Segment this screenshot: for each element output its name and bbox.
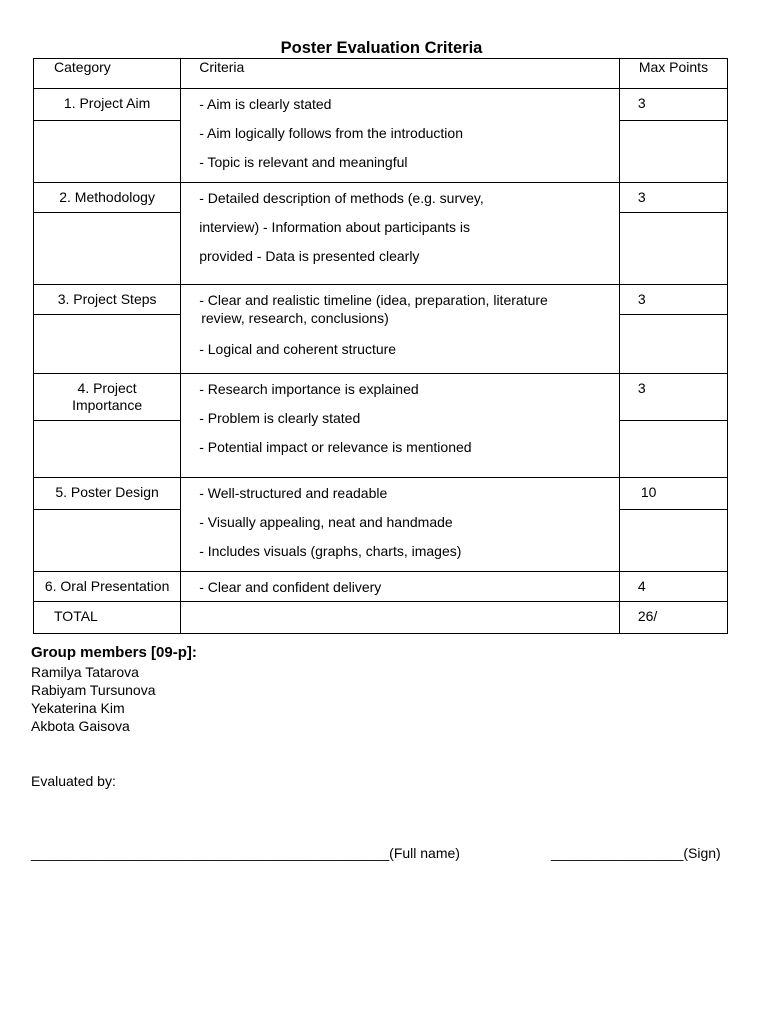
total-label: TOTAL [34,602,181,634]
criteria-cell [181,572,620,602]
criteria-cell [181,285,620,374]
empty-cell [619,213,727,285]
empty-cell [34,120,181,182]
points-cell: 3 [619,89,727,121]
member-name: Rabiyam Tursunova [31,682,156,698]
empty-cell [181,602,620,634]
category-cell: 3. Project Steps [34,285,181,315]
criteria-item: - Clear and realistic timeline (idea, preparation, literature [199,292,548,308]
points-cell: 10 [619,478,727,510]
total-row [34,602,728,634]
criteria-item: - Well-structured and readable [199,485,388,501]
evaluated-by-label: Evaluated by: [31,773,116,789]
category-line: 4. Project [77,380,137,396]
criteria-item: - Logical and coherent structure [199,341,397,357]
criteria-item: review, research, conclusions) [201,310,389,326]
criteria-cell [181,374,620,478]
table-row [34,285,728,315]
full-name-line: ______________________________________________(Full name) [31,845,460,861]
page-title: Poster Evaluation Criteria [280,39,483,57]
criteria-item: - Research importance is explained [199,381,419,397]
category-cell: 2. Methodology [34,183,181,213]
points-cell: 3 [619,285,727,315]
table-row [34,478,728,510]
evaluation-table [33,58,728,634]
group-members-heading: Group members [09-p]: [31,644,197,661]
points-cell: 4 [619,572,727,602]
empty-cell [34,315,181,374]
criteria-cell [181,183,620,285]
sign-line: _________________(Sign) [551,845,721,861]
member-name: Yekaterina Kim [31,700,125,716]
category-cell: 1. Project Aim [34,89,181,121]
group-members [31,644,197,735]
points-cell: 3 [619,374,727,421]
table-row [34,89,728,121]
header-criteria: Criteria [181,59,620,89]
total-points: 26/ [619,602,727,634]
category-cell [34,374,181,421]
criteria-item: - Includes visuals (graphs, charts, images) [199,543,462,559]
category-cell: 5. Poster Design [34,478,181,510]
criteria-item: - Topic is relevant and meaningful [199,154,408,170]
criteria-item: - Potential impact or relevance is mentioned [199,439,472,455]
category-cell: 6. Oral Presentation [34,572,181,602]
empty-cell [619,510,727,572]
criteria-item: - Visually appealing, neat and handmade [199,514,453,530]
criteria-item: - Clear and confident delivery [199,579,382,595]
table-row [34,374,728,421]
empty-cell [34,421,181,478]
member-name: Ramilya Tatarova [31,664,139,680]
criteria-cell [181,89,620,183]
criteria-item: - Detailed description of methods (e.g. survey, [199,190,484,206]
criteria-cell [181,478,620,572]
points-cell: 3 [619,183,727,213]
empty-cell [34,510,181,572]
criteria-item: - Problem is clearly stated [199,410,361,426]
category-line: Importance [72,396,143,413]
criteria-item: provided - Data is presented clearly [199,248,420,264]
table-row [34,572,728,602]
criteria-item: - Aim is clearly stated [199,96,332,112]
header-category: Category [34,59,181,89]
empty-cell [619,120,727,182]
empty-cell [619,421,727,478]
empty-cell [34,213,181,285]
empty-cell [619,315,727,374]
table-row [34,183,728,213]
criteria-item: interview) - Information about participants is [199,219,470,235]
table-header-row [34,59,728,89]
member-name: Akbota Gaisova [31,718,130,734]
header-max-points: Max Points [619,59,727,89]
criteria-item: - Aim logically follows from the introduction [199,125,463,141]
